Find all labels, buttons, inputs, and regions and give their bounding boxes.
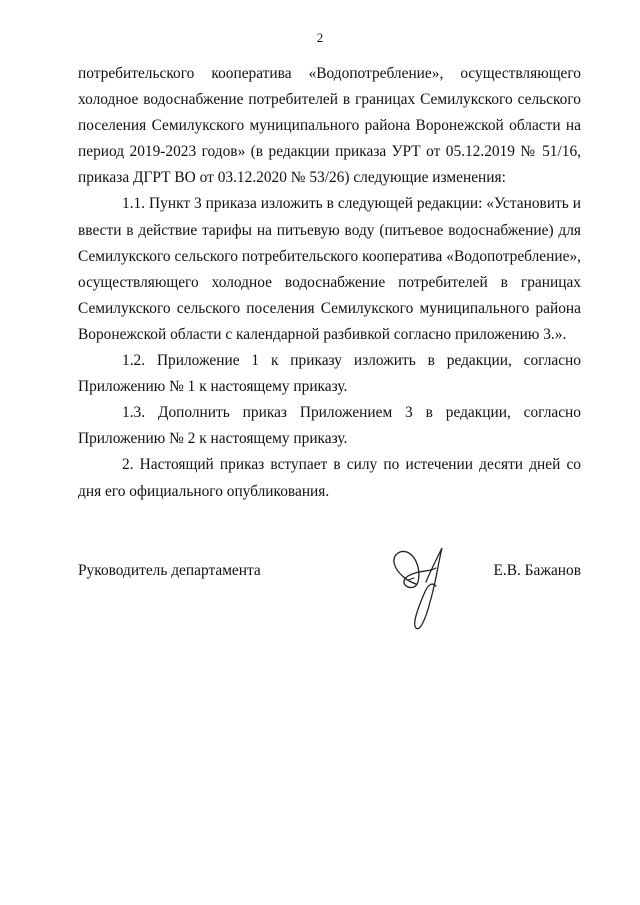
item-1-1-paragraph: 1.1. Пункт 3 приказа изложить в следующей редакции: «Установить и ввести в действие тарифы на питьевую воду (питьевое водоснабжение) для Семилукского сельского потребительского кооператива «Водопотребление», осуществляющего холодное водоснабжение потребителей в границах Семилукского сельского поселения Семилукского муниципального района Воронежской области с календарной разбивкой согласно приложению 3.».: [78, 195, 581, 343]
item-2-paragraph: 2. Настоящий приказ вступает в силу по истечении десяти дней со дня его официального опубликования.: [78, 456, 581, 500]
document-body: [78, 61, 581, 505]
signatory-position: Руководитель департамента: [78, 562, 261, 579]
item-1-2-paragraph: 1.2. Приложение 1 к приказу изложить в редакции, согласно Приложению № 1 к настоящему приказу.: [78, 352, 581, 396]
signature-block: [78, 556, 581, 626]
handwritten-signature: [378, 542, 478, 638]
intro-paragraph: потребительского кооператива «Водопотребление», осуществляющего холодное водоснабжение потребителей в границах Семилукского сельского поселения Семилукского муниципального района Воронежской области на период 2019-2023 годов» (в редакции приказа УРТ от 05.12.2019 № 51/16, приказа ДГРТ ВО от 03.12.2020 № 53/26) следующие изменения:: [78, 65, 581, 187]
signatory-name: Е.В. Бажанов: [493, 562, 581, 579]
page-number: 2: [316, 30, 324, 45]
item-1-3-paragraph: 1.3. Дополнить приказ Приложением 3 в редакции, согласно Приложению № 2 к настоящему приказу.: [78, 404, 581, 448]
